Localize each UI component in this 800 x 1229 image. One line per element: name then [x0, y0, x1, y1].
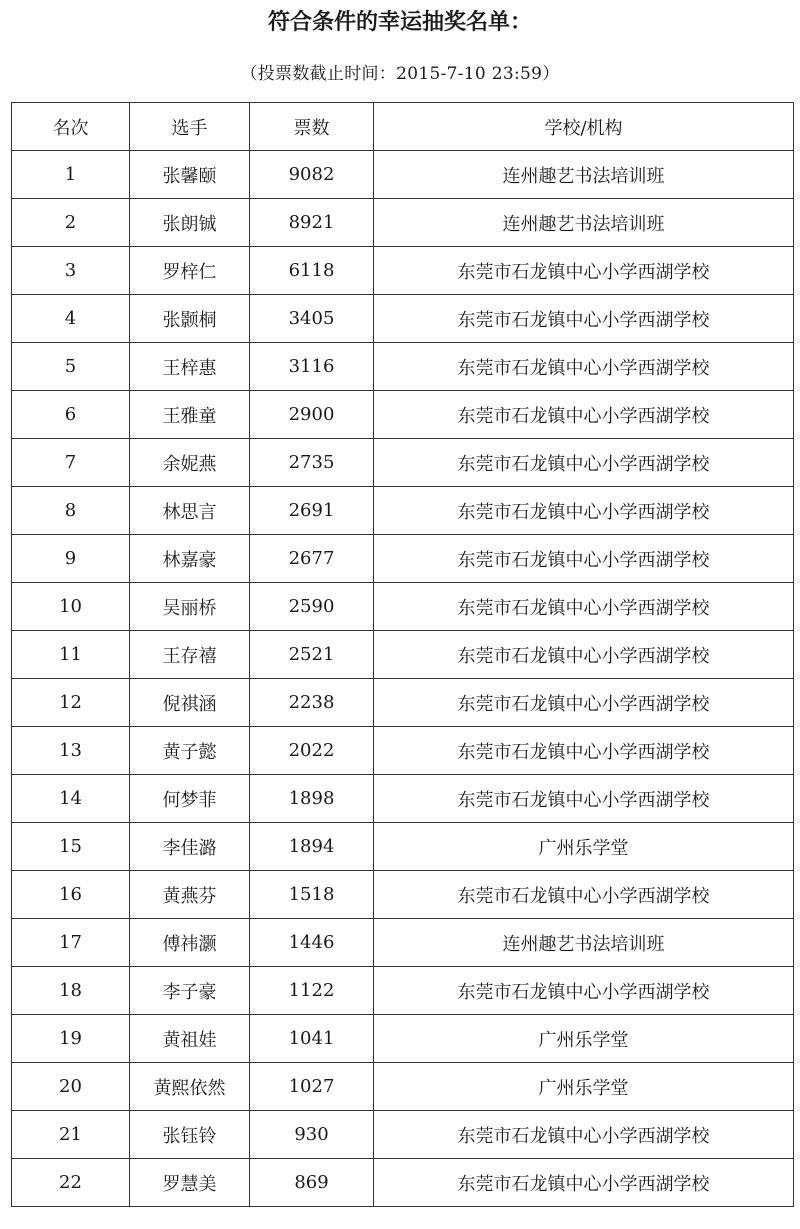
header-rank: 名次	[12, 103, 130, 151]
cell-votes: 869	[250, 1159, 374, 1207]
cell-contestant: 倪祺涵	[130, 679, 250, 727]
cell-votes: 2735	[250, 439, 374, 487]
cell-votes: 930	[250, 1111, 374, 1159]
cell-rank: 4	[12, 295, 130, 343]
cell-contestant: 罗慧美	[130, 1159, 250, 1207]
cell-votes: 2022	[250, 727, 374, 775]
cell-rank: 18	[12, 967, 130, 1015]
cell-school: 连州趣艺书法培训班	[374, 151, 794, 199]
cell-contestant: 黄熙依然	[130, 1063, 250, 1111]
cell-rank: 20	[12, 1063, 130, 1111]
page-title: 符合条件的幸运抽奖名单：	[267, 10, 532, 35]
cell-school: 东莞市石龙镇中心小学西湖学校	[374, 295, 794, 343]
cell-votes: 1027	[250, 1063, 374, 1111]
table-row	[12, 919, 794, 967]
cell-school: 广州乐学堂	[374, 1015, 794, 1063]
cell-contestant: 张朗铖	[130, 199, 250, 247]
cell-rank: 1	[12, 151, 130, 199]
cell-rank: 8	[12, 487, 130, 535]
cell-contestant: 王雅童	[130, 391, 250, 439]
cell-votes: 8921	[250, 199, 374, 247]
cell-school: 东莞市石龙镇中心小学西湖学校	[374, 967, 794, 1015]
cell-contestant: 罗梓仁	[130, 247, 250, 295]
cell-rank: 15	[12, 823, 130, 871]
cell-votes: 9082	[250, 151, 374, 199]
table-row	[12, 871, 794, 919]
cell-rank: 6	[12, 391, 130, 439]
table-row	[12, 151, 794, 199]
cell-school: 东莞市石龙镇中心小学西湖学校	[374, 487, 794, 535]
cell-contestant: 黄子懿	[130, 727, 250, 775]
table-row	[12, 343, 794, 391]
cell-rank: 22	[12, 1159, 130, 1207]
table-row	[12, 727, 794, 775]
cell-contestant: 张馨颐	[130, 151, 250, 199]
cell-rank: 16	[12, 871, 130, 919]
cell-rank: 5	[12, 343, 130, 391]
cell-contestant: 王存禧	[130, 631, 250, 679]
deadline-subtitle: （投票数截止时间：2015-7-10 23:59）	[240, 64, 560, 84]
cell-votes: 1041	[250, 1015, 374, 1063]
table-body	[12, 151, 794, 1207]
cell-school: 东莞市石龙镇中心小学西湖学校	[374, 439, 794, 487]
cell-school: 广州乐学堂	[374, 1063, 794, 1111]
table-row	[12, 967, 794, 1015]
cell-votes: 2590	[250, 583, 374, 631]
cell-contestant: 李子豪	[130, 967, 250, 1015]
cell-rank: 19	[12, 1015, 130, 1063]
cell-rank: 12	[12, 679, 130, 727]
cell-rank: 7	[12, 439, 130, 487]
table-row	[12, 823, 794, 871]
cell-votes: 3116	[250, 343, 374, 391]
cell-contestant: 吴丽桥	[130, 583, 250, 631]
cell-school: 东莞市石龙镇中心小学西湖学校	[374, 871, 794, 919]
header-contestant: 选手	[130, 103, 250, 151]
cell-rank: 21	[12, 1111, 130, 1159]
table-row	[12, 247, 794, 295]
cell-contestant: 林嘉豪	[130, 535, 250, 583]
cell-votes: 1894	[250, 823, 374, 871]
table-row	[12, 391, 794, 439]
cell-contestant: 何梦菲	[130, 775, 250, 823]
cell-rank: 17	[12, 919, 130, 967]
cell-votes: 1518	[250, 871, 374, 919]
cell-school: 东莞市石龙镇中心小学西湖学校	[374, 247, 794, 295]
cell-rank: 11	[12, 631, 130, 679]
cell-school: 东莞市石龙镇中心小学西湖学校	[374, 679, 794, 727]
cell-votes: 2677	[250, 535, 374, 583]
table-row	[12, 295, 794, 343]
table-row	[12, 535, 794, 583]
cell-contestant: 黄祖娃	[130, 1015, 250, 1063]
cell-votes: 2691	[250, 487, 374, 535]
header-school: 学校/机构	[374, 103, 794, 151]
cell-school: 东莞市石龙镇中心小学西湖学校	[374, 583, 794, 631]
cell-contestant: 李佳潞	[130, 823, 250, 871]
cell-contestant: 王梓惠	[130, 343, 250, 391]
cell-contestant: 张钰铃	[130, 1111, 250, 1159]
table-row	[12, 583, 794, 631]
cell-rank: 2	[12, 199, 130, 247]
cell-votes: 2900	[250, 391, 374, 439]
cell-rank: 3	[12, 247, 130, 295]
cell-rank: 14	[12, 775, 130, 823]
cell-votes: 1898	[250, 775, 374, 823]
cell-school: 东莞市石龙镇中心小学西湖学校	[374, 775, 794, 823]
cell-votes: 3405	[250, 295, 374, 343]
table-header-row	[12, 103, 794, 151]
cell-votes: 2521	[250, 631, 374, 679]
table-row	[12, 1015, 794, 1063]
table-row	[12, 631, 794, 679]
table-row	[12, 1111, 794, 1159]
cell-school: 东莞市石龙镇中心小学西湖学校	[374, 1159, 794, 1207]
cell-school: 东莞市石龙镇中心小学西湖学校	[374, 535, 794, 583]
cell-rank: 9	[12, 535, 130, 583]
winners-table	[11, 102, 794, 1207]
cell-votes: 2238	[250, 679, 374, 727]
cell-school: 连州趣艺书法培训班	[374, 919, 794, 967]
cell-votes: 1122	[250, 967, 374, 1015]
table-row	[12, 1063, 794, 1111]
table-row	[12, 487, 794, 535]
cell-rank: 13	[12, 727, 130, 775]
table-row	[12, 775, 794, 823]
table-row	[12, 679, 794, 727]
cell-votes: 1446	[250, 919, 374, 967]
cell-votes: 6118	[250, 247, 374, 295]
cell-contestant: 林思言	[130, 487, 250, 535]
cell-school: 东莞市石龙镇中心小学西湖学校	[374, 1111, 794, 1159]
cell-school: 东莞市石龙镇中心小学西湖学校	[374, 631, 794, 679]
cell-school: 东莞市石龙镇中心小学西湖学校	[374, 391, 794, 439]
cell-contestant: 张颢桐	[130, 295, 250, 343]
table-row	[12, 1159, 794, 1207]
table-row	[12, 199, 794, 247]
cell-contestant: 傅祎灏	[130, 919, 250, 967]
cell-contestant: 余妮燕	[130, 439, 250, 487]
cell-school: 东莞市石龙镇中心小学西湖学校	[374, 727, 794, 775]
header-votes: 票数	[250, 103, 374, 151]
cell-school: 广州乐学堂	[374, 823, 794, 871]
cell-school: 连州趣艺书法培训班	[374, 199, 794, 247]
cell-contestant: 黄燕芬	[130, 871, 250, 919]
cell-rank: 10	[12, 583, 130, 631]
table-row	[12, 439, 794, 487]
cell-school: 东莞市石龙镇中心小学西湖学校	[374, 343, 794, 391]
